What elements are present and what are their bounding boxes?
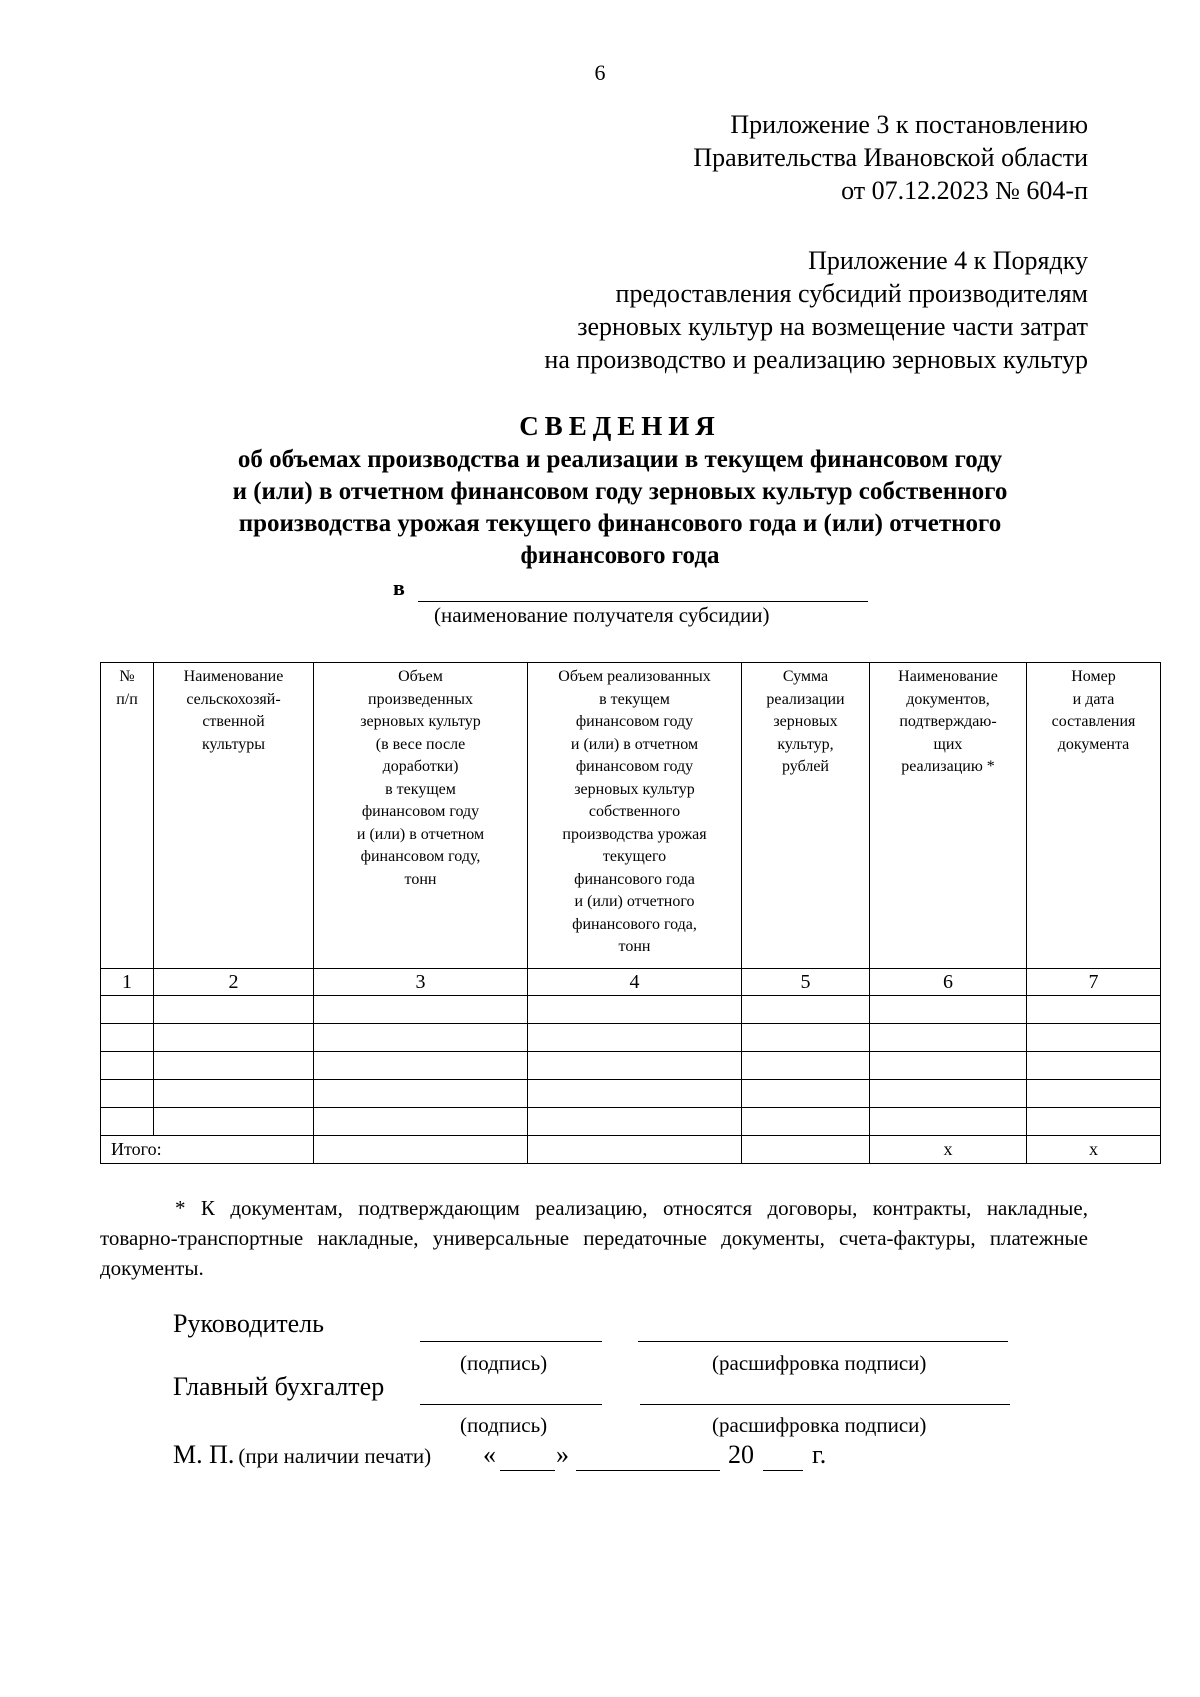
column-header: Номер и дата составления документа xyxy=(1027,663,1161,969)
title-line: финансового года xyxy=(520,542,720,569)
table-cell[interactable] xyxy=(1027,996,1161,1024)
table-cell[interactable] xyxy=(101,996,154,1024)
footnote xyxy=(100,1193,1088,1283)
table-cell[interactable] xyxy=(1027,1024,1161,1052)
table-cell[interactable] xyxy=(314,1052,528,1080)
column-header: Объем реализованных в текущем финансовом году и (или) в отчетном финансовом году зерновых культур собственного производства урожая текущего финансового года и (или) отчетного финансового года, тонн xyxy=(528,663,742,969)
head-signature-line[interactable] xyxy=(420,1341,602,1342)
title-line: об объемах производства и реализации в текущем финансовом году xyxy=(237,446,1003,473)
appendix-line: Приложение 4 к Порядку xyxy=(808,246,1088,275)
page-number: 6 xyxy=(594,60,606,85)
signature-caption: (подпись) xyxy=(460,1351,548,1375)
year-suffix: г. xyxy=(812,1440,827,1469)
decode-caption: (расшифровка подписи) xyxy=(712,1413,927,1437)
table-cell[interactable] xyxy=(742,1108,870,1136)
table-cell[interactable] xyxy=(528,996,742,1024)
title-line: и (или) в отчетном финансовом году зерновых культур собственного xyxy=(232,478,1008,505)
column-header: Наименование сельскохозяй- ственной культуры xyxy=(154,663,314,969)
table-row xyxy=(101,1108,1161,1136)
total-cell[interactable] xyxy=(528,1136,742,1164)
head-label: Руководитель xyxy=(173,1309,324,1338)
signature-caption: (подпись) xyxy=(460,1413,548,1437)
quote-open: « xyxy=(483,1440,496,1469)
table-cell[interactable] xyxy=(314,996,528,1024)
month-line[interactable] xyxy=(576,1470,720,1471)
table-cell[interactable] xyxy=(154,1052,314,1080)
table-cell[interactable] xyxy=(528,1108,742,1136)
accountant-decode-line[interactable] xyxy=(640,1404,1010,1405)
appendix-line: Приложение 3 к постановлению xyxy=(730,110,1088,139)
appendix-line: предоставления субсидий производителям xyxy=(615,279,1088,308)
stamp-label: М. П. xyxy=(173,1440,235,1469)
appendix-order xyxy=(544,244,1088,376)
footnote-text: * К документам, подтверждающим реализацию, относятся договоры, контракты, накладные, товарно-транспортные накладные, универсальные передаточные документы, счета-фактуры, платежные документы. xyxy=(100,1196,1088,1280)
stamp-row xyxy=(173,1440,431,1470)
table-cell[interactable] xyxy=(1027,1052,1161,1080)
table-cell[interactable] xyxy=(101,1052,154,1080)
table-cell[interactable] xyxy=(101,1024,154,1052)
title-heading: СВЕДЕНИЯ xyxy=(519,411,721,441)
table-cell[interactable] xyxy=(101,1108,154,1136)
table-header-row xyxy=(101,663,1161,969)
total-label: Итого: xyxy=(101,1136,314,1164)
column-header: № п/п xyxy=(101,663,154,969)
title-line: производства урожая текущего финансового года и (или) отчетного xyxy=(238,510,1002,537)
recipient-prefix: в xyxy=(393,575,405,600)
column-number: 3 xyxy=(314,969,528,996)
column-number: 6 xyxy=(870,969,1027,996)
table-cell[interactable] xyxy=(870,1080,1027,1108)
column-header: Объем произведенных зерновых культур (в весе после доработки) в текущем финансовом году и (или) в отчетном финансовом году, тонн xyxy=(314,663,528,969)
table-cell[interactable] xyxy=(528,1080,742,1108)
table-cell[interactable] xyxy=(528,1024,742,1052)
document-title xyxy=(100,408,1140,572)
recipient-name-line[interactable] xyxy=(418,601,868,602)
quote-close: » xyxy=(556,1440,569,1469)
total-cell[interactable] xyxy=(742,1136,870,1164)
table-cell[interactable] xyxy=(154,1024,314,1052)
year-line[interactable] xyxy=(763,1470,803,1471)
table-row xyxy=(101,1080,1161,1108)
table-cell[interactable] xyxy=(528,1052,742,1080)
total-row xyxy=(101,1136,1161,1164)
stamp-note: (при наличии печати) xyxy=(238,1444,432,1468)
table-cell[interactable] xyxy=(742,1024,870,1052)
column-number: 5 xyxy=(742,969,870,996)
table-cell[interactable] xyxy=(870,1108,1027,1136)
day-line[interactable] xyxy=(500,1470,555,1471)
table-cell[interactable] xyxy=(742,1080,870,1108)
table-row xyxy=(101,1024,1161,1052)
head-decode-line[interactable] xyxy=(638,1341,1008,1342)
column-number: 7 xyxy=(1027,969,1161,996)
table-cell[interactable] xyxy=(154,996,314,1024)
accountant-signature-line[interactable] xyxy=(420,1404,602,1405)
table-cell[interactable] xyxy=(154,1108,314,1136)
table-row xyxy=(101,1052,1161,1080)
column-number: 4 xyxy=(528,969,742,996)
table-cell[interactable] xyxy=(742,1052,870,1080)
table-cell[interactable] xyxy=(1027,1080,1161,1108)
table-cell[interactable] xyxy=(870,1052,1027,1080)
table-cell[interactable] xyxy=(314,1108,528,1136)
decode-caption: (расшифровка подписи) xyxy=(712,1351,927,1375)
column-number: 2 xyxy=(154,969,314,996)
appendix-line: на производство и реализацию зерновых культур xyxy=(544,345,1088,374)
accountant-label: Главный бухгалтер xyxy=(173,1372,385,1401)
table-row xyxy=(101,996,1161,1024)
table-cell[interactable] xyxy=(314,1024,528,1052)
appendix-line: зерновых культур на возмещение части затрат xyxy=(577,312,1088,341)
year-prefix: 20 xyxy=(728,1440,754,1469)
table-cell[interactable] xyxy=(1027,1108,1161,1136)
data-table xyxy=(100,662,1161,1164)
total-mark: x xyxy=(1027,1136,1161,1164)
column-number: 1 xyxy=(101,969,154,996)
table-cell[interactable] xyxy=(870,1024,1027,1052)
table-cell[interactable] xyxy=(154,1080,314,1108)
appendix-line: Правительства Ивановской области xyxy=(693,143,1088,172)
column-number-row xyxy=(101,969,1161,996)
table-cell[interactable] xyxy=(870,996,1027,1024)
column-header: Сумма реализации зерновых культур, рублей xyxy=(742,663,870,969)
table-cell[interactable] xyxy=(742,996,870,1024)
table-cell[interactable] xyxy=(314,1080,528,1108)
total-mark: x xyxy=(870,1136,1027,1164)
table-cell[interactable] xyxy=(101,1080,154,1108)
total-cell[interactable] xyxy=(314,1136,528,1164)
appendix-resolution xyxy=(693,108,1088,207)
appendix-line: от 07.12.2023 № 604-п xyxy=(841,176,1088,205)
column-header: Наименование документов, подтверждаю- щих реализацию * xyxy=(870,663,1027,969)
recipient-caption: (наименование получателя субсидии) xyxy=(434,603,770,627)
